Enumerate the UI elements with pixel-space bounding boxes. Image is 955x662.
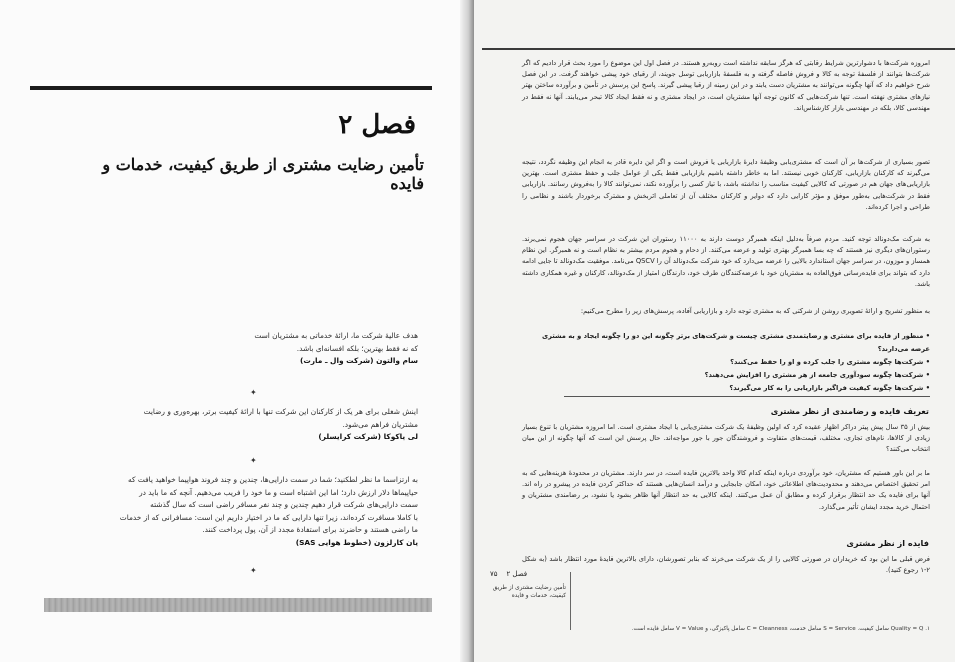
body-paragraph: امروزه شرکت‌ها با دشوارترین شرایط رقابتی که هرگز سابقه نداشته است روبه‌رو هستند. در فصل اول این موضوع را مورد بحث قرار دادیم که اگر شرکت‌ها بتوانند از فلسفهٔ توجه به کالا و فروش فاصله گرفته و به فلسفهٔ بازاریابی توسل جویند، از رقبای خود پیشی خواهند گرفت. در این فصل شرح خواهیم داد که آنها چگونه می‌توانند به مشتریان دست یابند و در این زمینه از رقبا پیشی گیرند. پاسخ این پرسش در تأمین و برآورده ساختن بهتر نیازهای مشتری نهفته است. تنها شرکت‌هایی که کانون توجه آنها مشتریان است، در ایجاد مشتری و نه فقط ایجاد کالا تبحر می‌یابند. آنها نه فقط در مهندسی کالا، بلکه در مهندسی بازار کارشناس‌اند. bbox=[522, 59, 930, 112]
quote-author: لی یاکوکا (شرکت کرایسلر) bbox=[318, 432, 418, 442]
quote-line: که نه فقط بهترین؛ بلکه افسانه‌ای باشد. bbox=[296, 343, 418, 353]
body-paragraph: به منظور تشریح و ارائهٔ تصویری روشن از شرکتی که به مشتری توجه دارد و بازاریابی آفاده، پرسش‌های زیر را مطرح می‌کنیم: bbox=[580, 307, 930, 315]
body-paragraph: ما بر این باور هستیم که مشتریان، خود برآوردی درباره اینکه کدام کالا واحد بالاترین فایده است، در سر دارند. مشتریان در محدودهٔ هزینه‌هایی که به امر تحقیق اختصاص می‌دهند و محدودیت‌های اطلاعاتی خود، امکان جابجایی و درآمد انسان‌هایی هستند که حداکثر کردن فایده در پیشرو در راه اند. آنها برای فایده یک حد انتظار برقرار کرده و مطابق آن عمل می‌کنند. اینکه کالایی به حد انتظار آنها ظاهر بشود یا نشود، بر رضامندی مشتریان و احتمال خرید مجدد ایشان تأثیر می‌گذارد. bbox=[522, 469, 930, 511]
body-paragraph: تصور بسیاری از شرکت‌ها بر آن است که مشتری‌یابی وظیفهٔ دایرهٔ بازاریابی یا فروش است و اگر این دایره قادر به انجام این وظیفه نگردد، نتیجه می‌گیرند که کارکنان بازاریابی، کارکنان خوبی نیستند. اما به خاطر داشته باشیم بازاریابی فقط یکی از عوامل جلب و حفظ مشتری است. بهترین بازاریابی‌های جهان هم در صورتی که کالایی کیفیت مناسب را نداشته باشد، با تیاز کسی را برآورده نکند، نمی‌توانند کالا را به‌فروش رسانند. بازاریابی فقط در شرکت‌هایی به‌طور موفق و مؤثر کارایی دارد که دوایر و کارکنان مختلف آن از تعاملی اثربخش و مشترک برخوردار باشند و نظامی را طراحی و اجرا کرده‌اند. bbox=[522, 158, 930, 211]
separator-star-icon: ✦ bbox=[250, 388, 257, 397]
footnote: ۱. Quality = Q سامل کیفیت. S = Service سامل خدمت، C = Cleanness سامل پاکیزگی، و V = Value سامل فایده است. bbox=[631, 626, 930, 632]
epigraph-quote-1 bbox=[82, 330, 418, 368]
quote-line: هدف عالیهٔ شرکت ما، ارائهٔ خدماتی به مشتریان است bbox=[254, 331, 418, 340]
quote-line: سمت دارایی‌های شرکت قرار دهیم چندین و چند نفر مسافر راضی است که سال گذشته bbox=[150, 500, 418, 510]
running-title: تأمین رضایت مشتری از طریق کیفیت، خدمات و فایده bbox=[492, 585, 566, 599]
body-paragraph: فرض قبلی ما این بود که خریداران در صورتی کالایی را از یک شرکت می‌خرند که بنابر تصورشان، دارای بالاترین فایدهٔ مورد انتظار باشد (به شکل ۲-۱ رجوع کنید). bbox=[522, 555, 930, 575]
epigraph-quote-3 bbox=[82, 474, 418, 550]
decorative-grey-band bbox=[44, 598, 432, 612]
header-rule bbox=[482, 48, 955, 50]
separator-star-icon: ✦ bbox=[250, 566, 257, 575]
quote-line: حیاپیما‌ها دلار ارزش دارد؛ اما این اشتباه است و ما خود را فریب می‌دهیم. آنچه که ما باید در bbox=[139, 487, 418, 497]
list-item: • شرکت‌ها چگونه کیفیت فراگیر بازاریابی را به کار می‌گیرند؟ bbox=[522, 382, 930, 395]
separator-star-icon: ✦ bbox=[250, 456, 257, 465]
epigraph-quote-2 bbox=[82, 406, 418, 444]
section-rule bbox=[564, 396, 930, 397]
margin-rule bbox=[570, 572, 571, 630]
list-item: • شرکت‌ها چگونه مشتری را جلب کرده و او را حفظ می‌کنند؟ bbox=[522, 356, 930, 369]
quote-line: با کاملا مسافرت کرده‌اند، زیرا تنها دارایی که ما در اختیار داریم این است: مسافرانی که از خدمات bbox=[119, 512, 418, 522]
quote-line: ما راضی هستند و حاضرند برای استفادهٔ مجدد از آن، پول پرداخت کنند. bbox=[202, 525, 418, 535]
list-item: • منظور از فایده برای مشتری و رضایتمندی مشتری چیست و شرکت‌های برتر چگونه این دو را چگونه ایجاد و به مشتری عرضه می‌دارند؟ bbox=[522, 330, 930, 356]
section-heading: تعریف فایده و رضامندی از نظر مشتری bbox=[770, 406, 929, 416]
chapter-number: فصل ۲ bbox=[338, 110, 416, 140]
book-gutter-shadow bbox=[460, 0, 474, 662]
question-list bbox=[522, 330, 930, 395]
quote-author: یان کارلزون (خطوط هوایی SAS) bbox=[295, 537, 418, 547]
left-page bbox=[0, 0, 472, 662]
chapter-tag: فصل ۲ bbox=[506, 570, 528, 578]
page-number-block bbox=[490, 570, 527, 578]
right-page bbox=[474, 0, 955, 662]
page-number: ۷۵ bbox=[490, 570, 498, 578]
quote-line: مشتریان فراهم می‌شود. bbox=[342, 419, 418, 429]
quote-author: سام والتون (شرکت وال ـ مارت) bbox=[299, 356, 418, 366]
chapter-title: تأمین رضایت مشتری از طریق کیفیت، خدمات و فایده bbox=[102, 155, 424, 193]
chapter-top-rule bbox=[30, 86, 432, 90]
body-paragraph: بیش از ۳۵ سال پیش پیتر دراکر اظهار عقیده کرد که اولین وظیفهٔ یک شرکت مشتری‌یابی یا ایجاد مشتری است. اما امروزه مشتریان با تنوع بسیار زیادی از کالاها، نام‌های تجاری، مختلف، قیمت‌های متفاوت و فروشندگان جور با جور مواجه‌اند. حال پرسش این است که آنها چگونه از این میان انتخاب می‌کنند؟ bbox=[522, 423, 931, 454]
body-paragraph: به شرکت مک‌دونالد توجه کنید. مردم صرفاً به‌دلیل اینکه همبرگر دوست دارند به ۱۱۰۰۰ رستوران این شرکت در سراسر جهان هجوم نمی‌برند. رستوران‌های دیگری نیز هستند که چه بسا همبرگر بهتری تولید و عرضه می‌کنند. از دحام و هجوم مردم بیشتر به نظام است و نه همبرگر. این نظام همساز و موزون، در سراسر جهان استاندارد بالایی را عرضه می‌دارد که خود شرکت مک‌دونالد آن را QSCV می‌نامد. موفقیت مک‌دونالد تا جایی ادامه دارد که بتواند برای فایده‌رسانی فوق‌العاده به مشتریان خود با عرضه‌کنندگان طرف خود، دارندگان امتیاز از مک‌دونالد، کارکنان و غیره همکاری داشته باشد. bbox=[522, 235, 930, 288]
list-item: • شرکت‌ها چگونه سودآوری جامعه از هر مشتری را افزایش می‌دهند؟ bbox=[522, 369, 930, 382]
quote-line: اینش شغلی برای هر یک از کارکنان این شرکت تنها با ارائهٔ کیفیت برتر، بهره‌وری و رضایت bbox=[143, 407, 418, 416]
quote-line: به ارتزاسما ما نظر لطکنید؛ شما در سمت دارایی‌ها، چندین و چند فروند هواپیما خواهید یافت که bbox=[128, 475, 418, 484]
section-heading: فایده از نظر مشتری bbox=[846, 538, 929, 548]
